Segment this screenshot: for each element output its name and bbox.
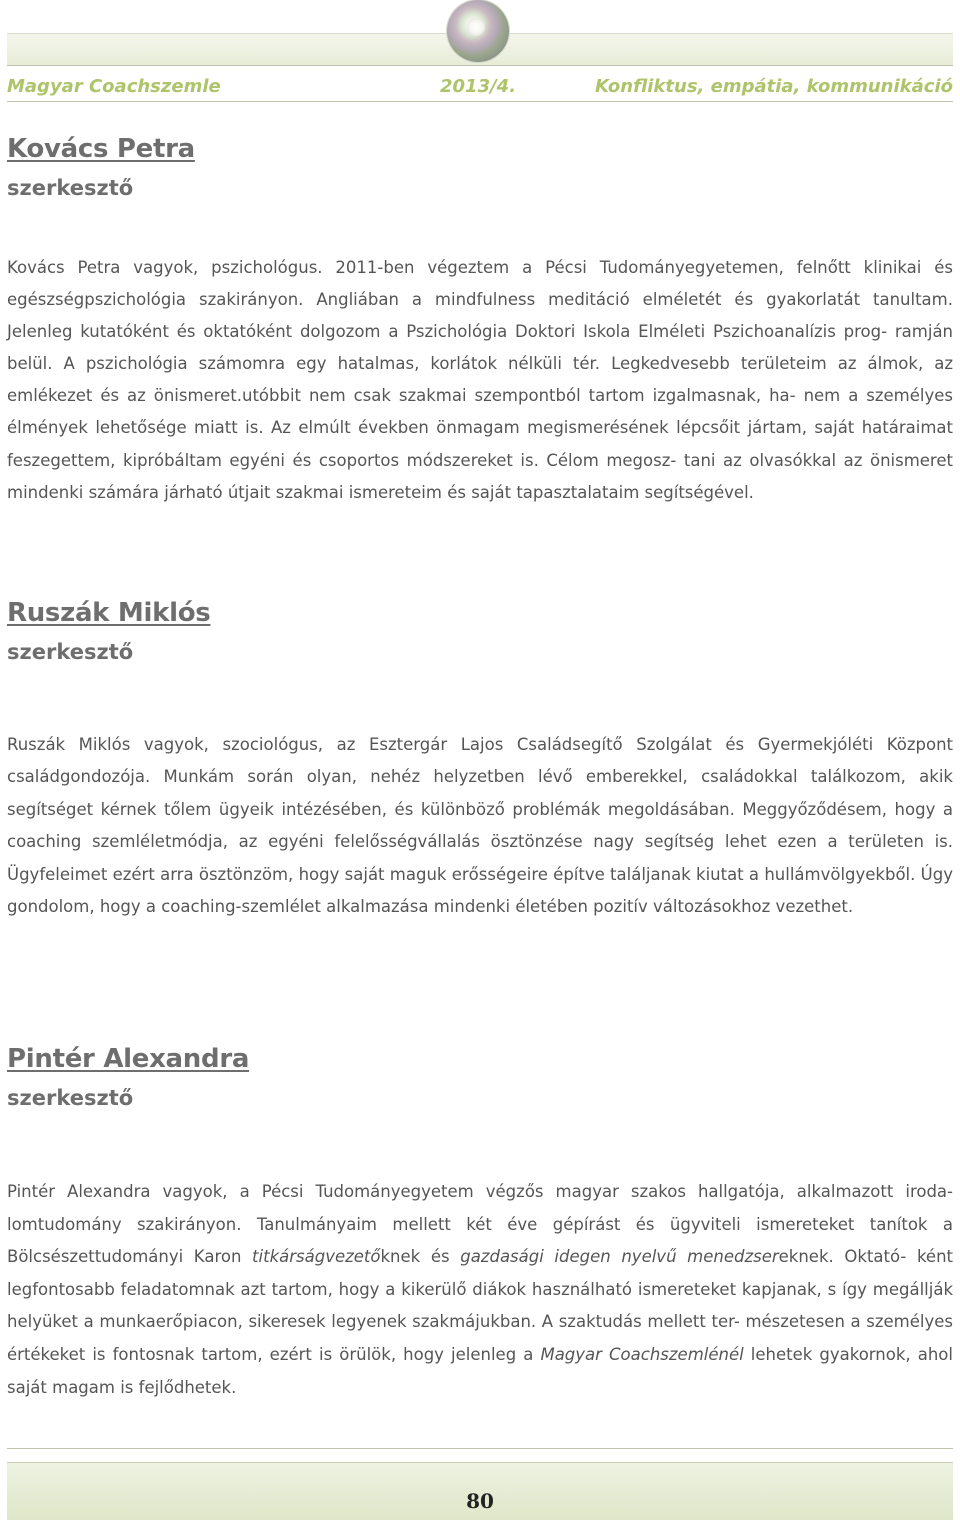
page-number: 80	[466, 1489, 494, 1513]
bio-line-with-italics: Bölcsészettudományi Karon titkárságvezetőknek és gazdasági idegen nyelvű menedzsereknek. Oktató-	[7, 1247, 907, 1267]
editor-section-pinter	[7, 1044, 953, 1110]
header-rule-bottom	[7, 101, 953, 102]
editor-section-kovacs	[7, 134, 953, 200]
editor-role: szerkesztő	[7, 176, 134, 200]
bio-line: változásokhoz vezethet.	[653, 897, 854, 917]
bio-line: jártam, saját határaimat feszegettem, kipróbáltam egyéni és csoportos módszereket is. Célom megosz-	[7, 418, 953, 470]
issue-number: 2013/4.	[440, 76, 517, 97]
editor-name: Kovács Petra	[7, 134, 195, 164]
bio-paragraph	[7, 1176, 953, 1404]
bio-line: Gyermekjóléti Központ családgondozója. Munkám során olyan, nehéz helyzetben lévő	[7, 735, 953, 787]
bio-line: ként legfontosabb feladatomnak azt tartom, hogy a kikerülő diákok használható ismereteket kapjanak, s	[7, 1247, 953, 1299]
journal-title: Magyar Coachszemle	[7, 76, 221, 97]
editor-name: Pintér Alexandra	[7, 1044, 250, 1074]
bio-line: lomtudomány szakirányon. Tanulmányaim mellett két éve gépírást és ügyviteli ismereteket tanítok a	[7, 1214, 953, 1234]
bio-line: Kovács Petra vagyok, pszichológus. 2011-ben végeztem a Pécsi Tudományegyetemen, felnőtt klinikai és	[7, 258, 953, 277]
bio-line: Úgy gondolom, hogy a coaching-szemlélet alkalmazása mindenki életében pozitív	[7, 864, 953, 917]
bio-line: Jelenleg kutatóként és oktatóként dolgozom a Pszichológia Doktori Iskola Elméleti Pszichoanalízis prog-	[7, 322, 888, 342]
editor-bio-ruszak	[7, 729, 953, 923]
editor-role: szerkesztő	[7, 1086, 134, 1110]
bio-line: egyéni felelősségvállalás ösztönzése nagy segítség lehet ezen a területen is. Ügyfeleimet ezért	[7, 832, 953, 884]
bio-line: nem a személyes élmények lehetősége miatt is. Az elmúlt években önmagam megismerésének lépcsőit	[7, 386, 953, 438]
editor-name: Ruszák Miklós	[7, 598, 211, 628]
bio-line: Ruszák Miklós vagyok, szociológus, az Esztergár Lajos Családsegítő Szolgálat és	[7, 735, 745, 754]
bio-line: különböző problémák megoldásában. Meggyőződésem, hogy a coaching szemléletmódja, az	[7, 799, 954, 852]
bio-line-with-italics: Coachszemlénél lehetek gyakornok, ahol saját magam is fejlődhetek.	[7, 1344, 953, 1397]
bio-line: ramján belül. A pszichológia számomra egy hatalmas, korlátok nélküli tér. Legkedvesebb területeim az	[7, 322, 954, 374]
bio-line-with-italics: mészetesen a személyes értékeket is fontosnak tartom, ezért is örülök, hogy jelenleg a Magyar	[7, 1312, 954, 1364]
bio-line: álmok, az emlékezet és az önismeret.utóbbit nem csak szakmai szempontból tartom izgalmasnak, ha-	[7, 354, 953, 406]
bio-line: tapasztalataim segítségével.	[516, 482, 754, 502]
editor-bio-kovacs	[7, 252, 953, 509]
editor-section-ruszak	[7, 598, 953, 664]
bio-line: tani az olvasókkal az önismeret mindenki számára járható útjait szakmai ismereteim és saját	[7, 450, 953, 502]
bio-line: emberekkel, családokkal találkozom, akik segítséget kérnek tőlem ügyeik intézésében, és	[7, 767, 953, 819]
bio-paragraph	[7, 729, 953, 923]
issue-theme: Konfliktus, empátia, kommunikáció	[594, 76, 953, 97]
bio-line: Pintér Alexandra vagyok, a Pécsi Tudományegyetem végzős magyar szakos hallgatója, alkalmazott iroda-	[7, 1182, 953, 1201]
bio-line: egészségpszichológia szakirányon. Angliában a mindfulness meditáció elméletét és gyakorlatát tanultam.	[7, 290, 953, 310]
footer-rule	[7, 1448, 953, 1449]
editor-bio-pinter	[7, 1176, 953, 1404]
bio-paragraph	[7, 252, 953, 509]
editor-role: szerkesztő	[7, 640, 134, 664]
bio-line: arra ösztönzöm, hogy saját maguk erősségeire építve találjanak kiutat a hullámvölgyekből.	[160, 864, 916, 884]
header-rule-top	[7, 65, 953, 66]
journal-logo-icon	[447, 0, 509, 62]
bio-line: így megállják helyüket a munkaerőpiacon, sikeresek legyenek szakmájukban. A szaktudás mellett ter-	[7, 1279, 954, 1332]
